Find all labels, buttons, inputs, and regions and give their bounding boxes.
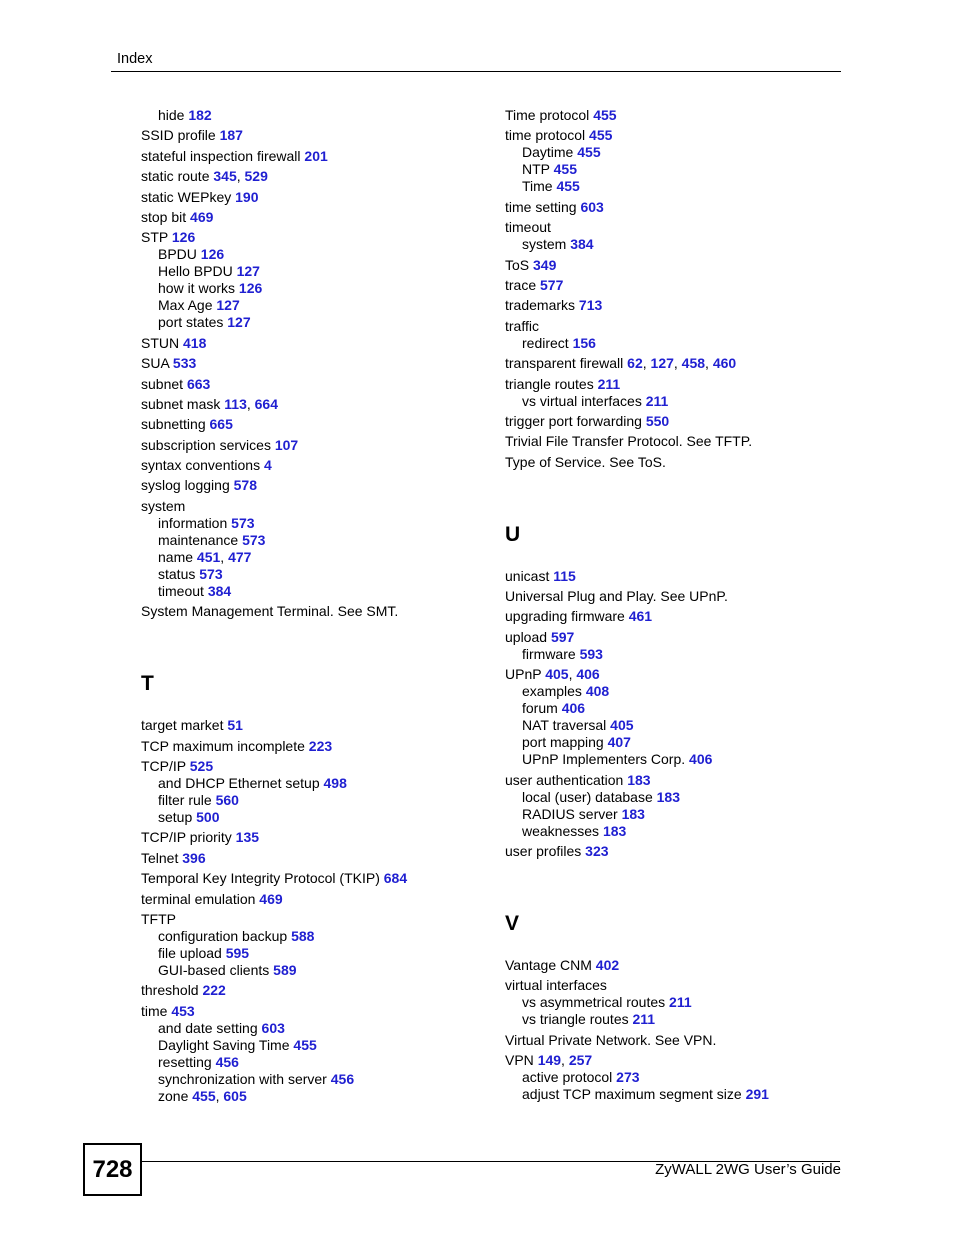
- index-term: trigger port forwarding: [505, 412, 642, 429]
- index-term: Daytime: [522, 144, 574, 161]
- index-term: Universal Plug and Play. See UPnP.: [505, 588, 728, 605]
- index-term: resetting: [158, 1053, 212, 1070]
- page-link[interactable]: 713: [578, 297, 603, 314]
- index-subentry: [505, 1011, 855, 1028]
- index-entry: [505, 772, 855, 789]
- index-subentry: [141, 945, 491, 962]
- index-subentry: [505, 335, 855, 352]
- page-link[interactable]: 605: [223, 1087, 247, 1104]
- index-subentry: [505, 161, 855, 178]
- index-term: trace: [505, 276, 537, 293]
- index-term: Virtual Private Network. See VPN.: [505, 1031, 717, 1048]
- index-term: redirect: [522, 334, 569, 351]
- page-link[interactable]: 127: [216, 297, 240, 314]
- page-link[interactable]: 211: [669, 994, 692, 1011]
- page-link[interactable]: 126: [171, 229, 196, 246]
- page-link[interactable]: 455: [192, 1087, 216, 1104]
- page-link[interactable]: 62: [627, 355, 643, 372]
- page-link[interactable]: 183: [621, 805, 645, 822]
- index-subentry: [141, 566, 491, 583]
- page-link[interactable]: 455: [553, 161, 577, 178]
- page-link[interactable]: 126: [200, 246, 225, 263]
- page-link[interactable]: 190: [235, 188, 259, 205]
- page-link[interactable]: 187: [219, 127, 243, 144]
- index-subentry: [505, 1086, 855, 1103]
- page-link[interactable]: 469: [259, 890, 283, 907]
- index-entry: [141, 148, 491, 165]
- index-term: Type of Service. See ToS.: [505, 453, 666, 470]
- index-entry: [505, 454, 855, 471]
- page-link[interactable]: 597: [550, 628, 575, 645]
- page-link[interactable]: 500: [196, 809, 220, 826]
- page-link[interactable]: 664: [254, 395, 278, 412]
- page-link[interactable]: 201: [304, 147, 328, 164]
- page-link[interactable]: 345: [213, 168, 237, 185]
- page-link[interactable]: 573: [231, 514, 255, 531]
- page-link[interactable]: 458: [681, 355, 706, 372]
- index-entry: [141, 911, 491, 928]
- index-entry: [505, 957, 855, 974]
- index-term: and date setting: [158, 1019, 258, 1036]
- page-link[interactable]: 408: [585, 683, 610, 700]
- index-subentry: [141, 928, 491, 945]
- index-subentry: [505, 700, 855, 717]
- index-term: UPnP Implementers Corp.: [522, 751, 686, 768]
- page-link[interactable]: 406: [689, 751, 713, 768]
- index-entry: [505, 1032, 855, 1049]
- index-letter-heading: T: [141, 672, 154, 696]
- index-entry: [505, 107, 855, 124]
- index-term: trademarks: [505, 297, 576, 314]
- page-link[interactable]: 149: [537, 1052, 562, 1069]
- index-subentry: [505, 178, 855, 195]
- index-subentry: [141, 1020, 491, 1037]
- running-header: Index: [117, 51, 153, 67]
- index-entry: [505, 318, 855, 335]
- index-subentry: [141, 280, 491, 297]
- index-entry: static route 345, 529: [141, 168, 268, 185]
- index-entry: [141, 850, 491, 867]
- page-link[interactable]: 113: [224, 395, 247, 412]
- index-letter-heading: U: [505, 522, 521, 546]
- page-link[interactable]: 107: [274, 436, 299, 453]
- page-link[interactable]: 323: [585, 843, 609, 860]
- index-subentry: [505, 994, 855, 1011]
- index-term: time setting: [505, 198, 577, 215]
- index-term: user profiles: [505, 843, 582, 860]
- index-term: Trivial File Transfer Protocol. See TFTP.: [505, 433, 753, 450]
- page-link[interactable]: 589: [273, 961, 297, 978]
- index-subentry: [141, 515, 491, 532]
- page-link[interactable]: 455: [589, 127, 613, 144]
- index-term: Temporal Key Integrity Protocol (TKIP): [141, 870, 380, 887]
- index-entry: [141, 355, 491, 372]
- index-entry: [141, 416, 491, 433]
- page-link[interactable]: 127: [227, 314, 251, 331]
- index-term: vs virtual interfaces: [522, 392, 642, 409]
- page-link[interactable]: 396: [182, 849, 206, 866]
- page-link[interactable]: 135: [235, 829, 260, 846]
- index-term: weaknesses: [522, 822, 600, 839]
- index-term: and DHCP Ethernet setup: [158, 775, 320, 792]
- index-term: TFTP: [141, 910, 176, 927]
- page-link[interactable]: 291: [745, 1086, 769, 1103]
- index-entry: [141, 498, 491, 515]
- index-term: subnetting: [141, 416, 206, 433]
- page-link[interactable]: 115: [553, 567, 576, 584]
- index-entry: [505, 127, 855, 144]
- page-link[interactable]: 402: [595, 957, 620, 974]
- page-link[interactable]: 418: [183, 334, 207, 351]
- index-term: SSID profile: [141, 127, 216, 144]
- index-subentry: [141, 246, 491, 263]
- page-link[interactable]: 578: [233, 477, 257, 494]
- index-term: maintenance: [158, 531, 239, 548]
- page-link[interactable]: 603: [580, 198, 604, 215]
- page-link[interactable]: 183: [602, 822, 627, 839]
- page-link[interactable]: 461: [628, 608, 653, 625]
- page-link[interactable]: 273: [616, 1069, 640, 1086]
- index-entry: [141, 829, 491, 846]
- page-link[interactable]: 211: [645, 392, 669, 409]
- page-link[interactable]: 665: [209, 416, 233, 433]
- index-entry: UPnP 405, 406: [505, 666, 600, 683]
- index-letter-heading: V: [505, 912, 520, 936]
- index-entry: [141, 738, 491, 755]
- index-entry: [141, 457, 491, 474]
- page-link[interactable]: 156: [572, 334, 596, 351]
- page-link[interactable]: 529: [244, 168, 268, 185]
- index-term: NAT traversal: [522, 717, 607, 734]
- page-link[interactable]: 498: [323, 775, 347, 792]
- page-link[interactable]: 550: [645, 412, 670, 429]
- index-term: forum: [522, 700, 558, 717]
- index-subentry: [141, 532, 491, 549]
- index-entry: [505, 568, 855, 585]
- index-subentry: [141, 1071, 491, 1088]
- index-term: upload: [505, 628, 548, 645]
- index-entry: [141, 229, 491, 246]
- index-term: user authentication: [505, 771, 624, 788]
- index-term: vs asymmetrical routes: [522, 994, 666, 1011]
- page-link[interactable]: 577: [540, 276, 564, 293]
- index-term: stateful inspection firewall: [141, 147, 301, 164]
- page-link[interactable]: 525: [189, 758, 214, 775]
- index-term: VPN: [505, 1052, 534, 1069]
- index-term: GUI-based clients: [158, 961, 270, 978]
- page-link[interactable]: 573: [242, 531, 266, 548]
- index-term: zone: [158, 1087, 189, 1104]
- page-link[interactable]: 663: [186, 375, 211, 392]
- index-subentry: [505, 823, 855, 840]
- index-term: hide: [158, 107, 185, 123]
- index-entry: [141, 189, 491, 206]
- page-link[interactable]: 51: [227, 717, 243, 734]
- index-entry: [141, 603, 491, 620]
- index-term: Vantage CNM: [505, 957, 592, 974]
- index-term: port mapping: [522, 734, 604, 751]
- index-term: time: [141, 1002, 168, 1019]
- index-entry: [141, 209, 491, 226]
- page-link[interactable]: 588: [291, 927, 315, 944]
- index-entry: [141, 437, 491, 454]
- header-rule: [111, 71, 841, 72]
- page-link[interactable]: 684: [383, 870, 408, 887]
- index-entry: [141, 758, 491, 775]
- page-link[interactable]: 453: [171, 1002, 195, 1019]
- page-link[interactable]: 455: [593, 107, 617, 123]
- page-link[interactable]: 257: [568, 1052, 593, 1069]
- page-link[interactable]: 455: [556, 178, 580, 195]
- index-term: virtual interfaces: [505, 977, 607, 994]
- page-link[interactable]: 127: [236, 263, 260, 280]
- page-link[interactable]: 560: [215, 792, 239, 809]
- index-term: System Management Terminal. See SMT.: [141, 603, 399, 620]
- index-term: threshold: [141, 982, 199, 999]
- index-term: upgrading firmware: [505, 608, 625, 625]
- index-term: STP: [141, 229, 168, 246]
- index-subentry: [505, 393, 855, 410]
- index-subentry: [505, 144, 855, 161]
- index-term: unicast: [505, 567, 550, 584]
- index-subentry: [141, 1054, 491, 1071]
- index-term: file upload: [158, 944, 222, 961]
- index-entry: [505, 608, 855, 625]
- index-term: Daylight Saving Time: [158, 1036, 290, 1053]
- index-entry: [505, 433, 855, 450]
- page-link[interactable]: 451: [196, 548, 221, 565]
- index-term: name: [158, 548, 194, 565]
- index-entry: [505, 257, 855, 274]
- index-term: subnet: [141, 375, 184, 392]
- index-entry: [505, 219, 855, 236]
- index-subentry: [141, 962, 491, 979]
- index-term: Telnet: [141, 849, 179, 866]
- page-link[interactable]: 593: [579, 645, 603, 662]
- page-link[interactable]: 406: [576, 666, 600, 683]
- page-link[interactable]: 455: [577, 144, 601, 161]
- index-entry: [505, 277, 855, 294]
- page-link[interactable]: 349: [533, 256, 557, 273]
- page-link[interactable]: 127: [650, 355, 674, 372]
- index-term: timeout: [158, 582, 204, 599]
- index-term: time protocol: [505, 127, 586, 144]
- index-term: target market: [141, 717, 224, 734]
- index-term: Hello BPDU: [158, 263, 233, 280]
- page-link[interactable]: 460: [712, 355, 737, 372]
- index-entry: [141, 127, 491, 144]
- index-entry: [505, 843, 855, 860]
- index-term: NTP: [522, 161, 550, 178]
- index-subentry: [505, 734, 855, 751]
- index-term: system: [141, 497, 186, 514]
- guide-title: ZyWALL 2WG User’s Guide: [655, 1161, 841, 1178]
- page-link[interactable]: 469: [190, 208, 214, 225]
- page-link[interactable]: 4: [263, 457, 272, 474]
- index-term: Time protocol: [505, 107, 590, 123]
- index-column-right: [505, 107, 855, 1103]
- index-term: how it works: [158, 280, 236, 297]
- index-subentry: [141, 583, 491, 600]
- index-entry: [141, 376, 491, 393]
- index-term: filter rule: [158, 792, 212, 809]
- index-entry: [141, 335, 491, 352]
- index-term: status: [158, 565, 196, 582]
- index-term: TCP/IP priority: [141, 829, 232, 846]
- page-link[interactable]: 573: [199, 565, 223, 582]
- index-term: local (user) database: [522, 788, 653, 805]
- index-term: firmware: [522, 645, 576, 662]
- index-term: active protocol: [522, 1069, 613, 1086]
- page-link[interactable]: 211: [597, 375, 621, 392]
- page-link[interactable]: 182: [188, 107, 212, 123]
- page-link[interactable]: 384: [570, 236, 594, 253]
- index-entry: transparent firewall 62, 127, 458, 460: [505, 355, 737, 372]
- index-term: Time: [522, 178, 553, 195]
- index-term: BPDU: [158, 246, 197, 263]
- index-subentry: [141, 107, 491, 124]
- index-subentry: [505, 717, 855, 734]
- index-subentry: [505, 1069, 855, 1086]
- index-subentry: [141, 297, 491, 314]
- index-term: RADIUS server: [522, 805, 618, 822]
- index-term: subscription services: [141, 436, 271, 453]
- index-term: SUA: [141, 355, 170, 372]
- index-term: static WEPkey: [141, 188, 232, 205]
- page-link[interactable]: 211: [632, 1011, 656, 1028]
- index-term: terminal emulation: [141, 890, 256, 907]
- index-term: vs triangle routes: [522, 1011, 629, 1028]
- index-term: synchronization with server: [158, 1070, 327, 1087]
- index-term: examples: [522, 683, 582, 700]
- index-term: configuration backup: [158, 927, 288, 944]
- index-term: system: [522, 236, 567, 253]
- index-term: port states: [158, 314, 224, 331]
- page-link[interactable]: 407: [607, 734, 631, 751]
- page-link[interactable]: 223: [308, 737, 333, 754]
- index-entry: [505, 199, 855, 216]
- index-term: setup: [158, 809, 193, 826]
- index-subentry: zone 455, 605: [158, 1087, 247, 1104]
- index-subentry: [505, 683, 855, 700]
- index-term: TCP maximum incomplete: [141, 737, 305, 754]
- index-term: UPnP: [505, 666, 542, 683]
- index-subentry: [505, 789, 855, 806]
- index-term: Max Age: [158, 297, 213, 314]
- index-entry: [505, 977, 855, 994]
- page-link[interactable]: 595: [225, 944, 250, 961]
- index-entry: [505, 629, 855, 646]
- index-term: traffic: [505, 317, 539, 334]
- index-entry: [141, 477, 491, 494]
- page-link[interactable]: 384: [207, 582, 232, 599]
- page-link[interactable]: 126: [238, 280, 263, 297]
- index-term: stop bit: [141, 208, 187, 225]
- page-link[interactable]: 406: [561, 700, 586, 717]
- index-term: syntax conventions: [141, 457, 261, 474]
- index-term: transparent firewall: [505, 355, 624, 372]
- page-link[interactable]: 456: [330, 1070, 355, 1087]
- index-entry: [505, 376, 855, 393]
- index-subentry: [141, 314, 491, 331]
- page-link[interactable]: 456: [215, 1053, 239, 1070]
- page-link[interactable]: 405: [545, 666, 569, 683]
- index-subentry: [505, 806, 855, 823]
- index-subentry: [505, 236, 855, 253]
- index-term: subnet mask: [141, 395, 221, 412]
- index-subentry: name 451, 477: [158, 548, 252, 565]
- index-entry: [505, 297, 855, 314]
- index-entry: VPN 149, 257: [505, 1052, 593, 1069]
- page-link[interactable]: 477: [228, 548, 252, 565]
- index-term: adjust TCP maximum segment size: [522, 1086, 742, 1103]
- index-column-left: [141, 107, 491, 1105]
- index-term: static route: [141, 168, 210, 185]
- page-link[interactable]: 603: [261, 1019, 285, 1036]
- index-subentry: [141, 263, 491, 280]
- page-number: 728: [83, 1143, 142, 1196]
- index-term: syslog logging: [141, 477, 230, 494]
- index-entry: subnet mask 113, 664: [141, 395, 278, 412]
- page-link[interactable]: 533: [172, 355, 197, 372]
- page-link[interactable]: 183: [627, 771, 651, 788]
- index-subentry: [505, 751, 855, 768]
- index-term: ToS: [505, 256, 530, 273]
- page-link[interactable]: 405: [610, 717, 634, 734]
- page-link[interactable]: 455: [293, 1036, 317, 1053]
- index-term: STUN: [141, 334, 180, 351]
- index-entry: [141, 870, 491, 887]
- index-term: information: [158, 514, 228, 531]
- page-link[interactable]: 222: [202, 982, 226, 999]
- page-link[interactable]: 183: [656, 788, 680, 805]
- index-term: TCP/IP: [141, 758, 186, 775]
- index-entry: [141, 891, 491, 908]
- index-subentry: [141, 792, 491, 809]
- index-subentry: [141, 809, 491, 826]
- index-entry: [505, 413, 855, 430]
- index-subentry: [141, 775, 491, 792]
- index-subentry: [505, 646, 855, 663]
- index-entry: [141, 1003, 491, 1020]
- index-subentry: [141, 1037, 491, 1054]
- index-entry: [141, 982, 491, 999]
- index-entry: [141, 717, 491, 734]
- index-term: timeout: [505, 219, 551, 236]
- index-term: triangle routes: [505, 375, 594, 392]
- index-entry: [505, 588, 855, 605]
